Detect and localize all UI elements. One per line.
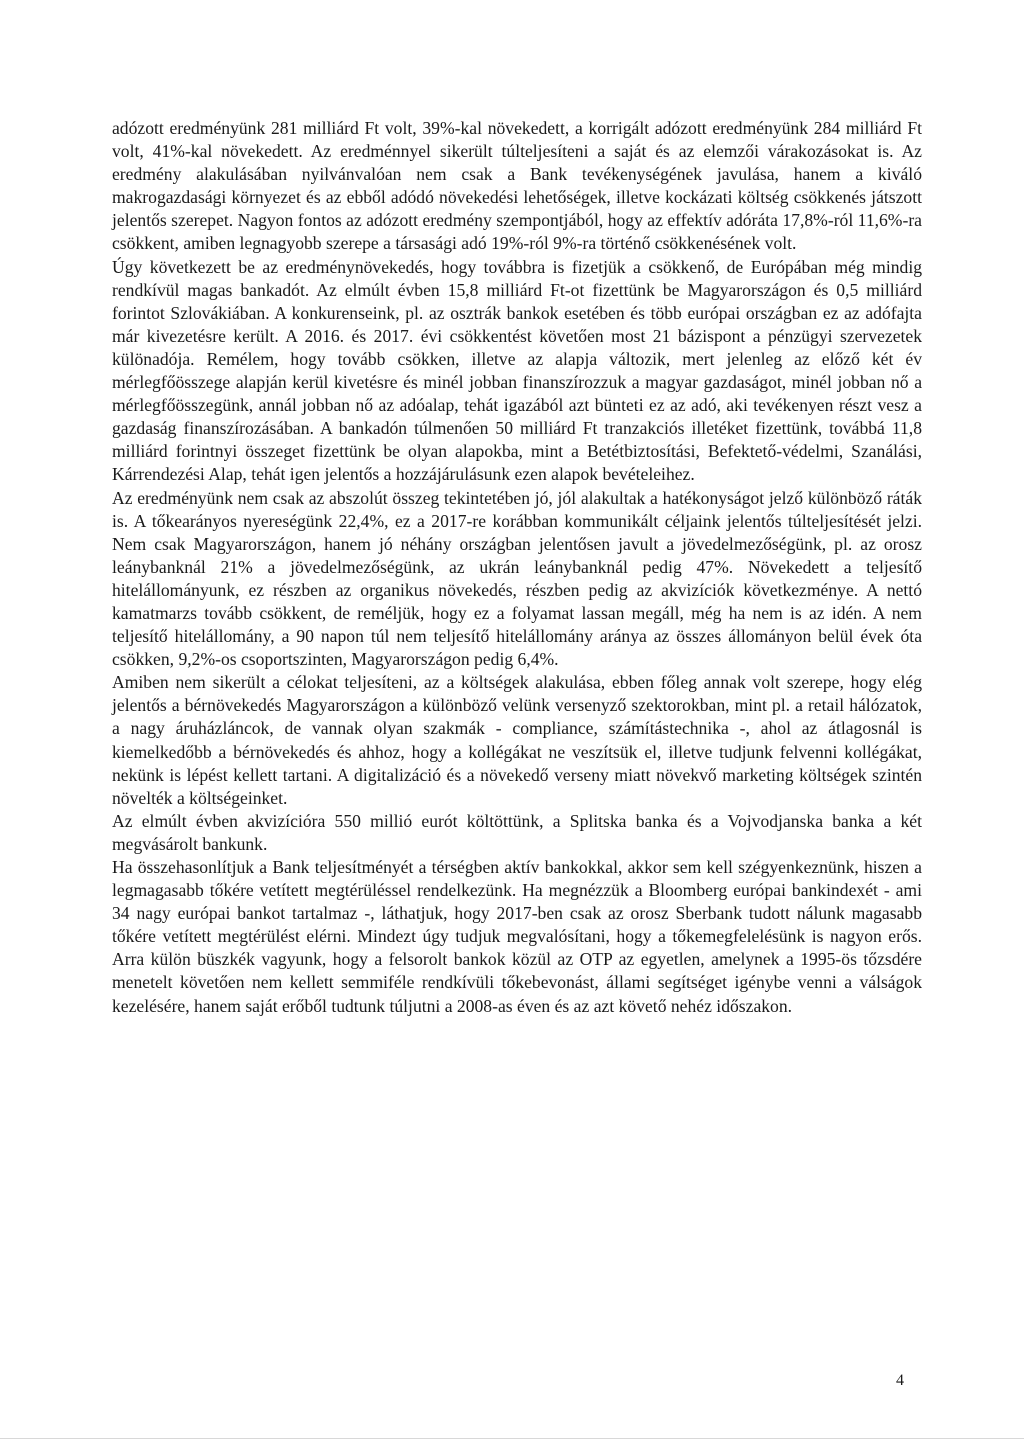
paragraph-results: adózott eredményünk 281 milliárd Ft volt, 39%-kal növekedett, a korrigált adózott eredményünk 284 milliárd Ft volt, 41%-kal növekedett. Az eredménnyel sikerült túlteljesíteni a saját és az elemzői várakozásokat is. Az eredmény alakulásában nyilvánvalóan nem csak a Bank tevékenységének javulása, hanem a kiváló makrogazdasági környezet és az ebből adódó növekedési lehetőségek, illetve kockázati költség csökkenés játszott jelentős szerepet. Nagyon fontos az adózott eredmény szempontjából, hogy az effektív adóráta 17,8%-ról 11,6%-ra csökkent, amiben legnagyobb szerepe a társasági adó 19%-ról 9%-ra történő csökkenésének volt. <box>112 118 922 254</box>
paragraph-bank-tax: Úgy következett be az eredménynövekedés, hogy továbbra is fizetjük a csökkenő, de Európában még mindig rendkívül magas bankadót. Az elmúlt évben 15,8 milliárd Ft-ot fizettünk be Magyarországon és 0,5 milliárd forintot Szlovákiában. A konkurenseink, pl. az osztrák bankok esetében és több európai országban ez az adófajta már kivezetésre került. A 2016. és 2017. évi csökkentést követően most 21 bázispont a pénzügyi szervezetek különadója. Remélem, hogy tovább csökken, illetve az alapja változik, mert jelenleg az előző két év mérlegfőösszege alapján kerül kivetésre és minél jobban finanszírozzuk a magyar gazdaságot, minél jobban nő a mérlegfőösszegünk, annál jobban nő az adóalap, tehát igazából azt bünteti ez az adó, aki tevékenyen részt vesz a gazdaság finanszírozásában. A bankadón túlmenően 50 milliárd Ft tranzakciós illetéket fizettünk, továbbá 11,8 milliárd forintnyi összeget fizettünk be olyan alapokba, mint a Betétbiztosítási, Befektető-védelmi, Szanálási, Kárrendezési Alap, tehát igen jelentős a hozzájárulásunk ezen alapok bevételeihez. <box>112 256 922 485</box>
document-body <box>112 117 922 1018</box>
paragraph-acquisitions: Az elmúlt évben akvizícióra 550 millió eurót költöttünk, a Splitska banka és a Vojvodjanska banka a két megvásárolt bankunk. <box>112 810 922 854</box>
page-number: 4 <box>896 1372 904 1389</box>
paragraph-comparison: Ha összehasonlítjuk a Bank teljesítményét a térségben aktív bankokkal, akkor sem kell szégyenkeznünk, hiszen a legmagasabb tőkére vetített megtérüléssel rendelkezünk. Ha megnézzük a Bloomberg európai bankindexét - ami 34 nagy európai bankot tartalmaz -, láthatjuk, hogy 2017-ben csak az orosz Sberbank tudott nálunk magasabb tőkére vetített megtérülést elérni. Mindezt úgy tudjuk megvalósítani, hogy a tőkemegfelelésünk is nagyon erős. Arra külön büszkék vagyunk, hogy a felsorolt bankok közül az OTP az egyetlen, amelynek a 1995-ös tőzsdére menetelt követően nem kellett semmiféle rendkívüli tőkebevonást, állami segítséget igénybe venni a válságok kezelésére, hanem saját erőből tudtunk túljutni a 2008-as éven és az azt követő nehéz időszakon. <box>112 857 922 1016</box>
paragraph-costs: Amiben nem sikerült a célokat teljesíteni, az a költségek alakulása, ebben főleg annak volt szerepe, hogy elég jelentős a bérnövekedés Magyarországon a különböző velünk versenyző szektorokban, mint pl. a retail hálózatok, a nagy áruházláncok, de vannak olyan szakmák - compliance, számítástechnika -, ahol az átlagosnál is kiemelkedőbb a bérnövekedés és ahhoz, hogy a kollégákat ne veszítsük el, illetve tudjunk felvenni kollégákat, nekünk is lépést kellett tartani. A digitalizáció és a növekedő verseny miatt növekvő marketing költségek szintén növelték a költségeinket. <box>112 672 922 808</box>
scan-edge-divider <box>0 1438 1024 1439</box>
paragraph-efficiency-ratios: Az eredményünk nem csak az abszolút összeg tekintetében jó, jól alakultak a hatékonyságot jelző különböző ráták is. A tőkearányos nyereségünk 22,4%, ez a 2017-re korábban kommunikált céljaink jelentős túlteljesítését jelzi. Nem csak Magyarországon, hanem jó néhány országban jelentősen javult a jövedelmezőségünk, pl. az orosz leánybanknál 21% a jövedelmezőségünk, az ukrán leánybanknál pedig 47%. Növekedett a teljesítő hitelállományunk, ez részben az organikus növekedés, részben pedig az akvizíciók következménye. A nettó kamatmarzs tovább csökkent, de reméljük, hogy ez a folyamat lassan megáll, még ha nem is az idén. A nem teljesítő hitelállomány, a 90 napon túl nem teljesítő hitelállomány aránya az összes állományon belül évek óta csökken, 9,2%-os csoportszinten, Magyarországon pedig 6,4%. <box>112 487 922 670</box>
